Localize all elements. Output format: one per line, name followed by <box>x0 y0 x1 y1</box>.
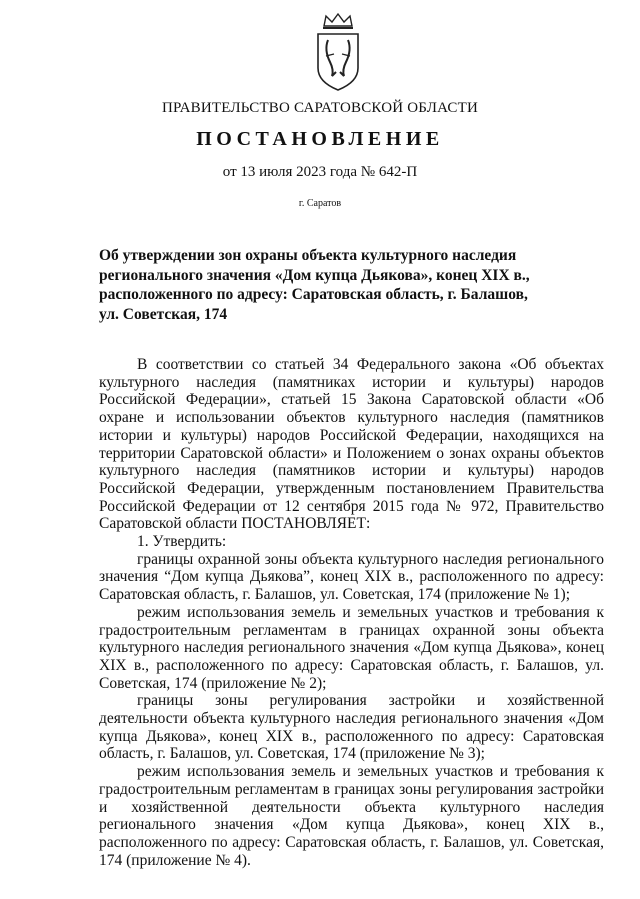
document-title <box>99 246 530 324</box>
list-item: границы охранной зоны объекта культурного наследия регионального значения “Дом купца Дьякова”, конец XIX в., расположенного по адресу: Саратовская область, г. Балашов, ул. Советская, 174 (приложение № 1); <box>99 550 604 604</box>
list-item: режим использования земель и земельных участков и требования к градостроительным регламентам в границах охранной зоны объекта культурного наследия регионального значения «Дом купца Дьякова», конец XIX в., расположенного по адресу: Саратовская область, г. Балашов, ул. Советская, 174 (приложение № 2); <box>99 603 604 692</box>
title-line: расположенного по адресу: Саратовская область, г. Балашов, <box>99 286 528 303</box>
document-body <box>99 356 604 869</box>
document-type: ПОСТАНОВЛЕНИЕ <box>196 128 444 150</box>
title-line: ул. Советская, 174 <box>99 305 228 323</box>
title-line: регионального значения «Дом купца Дьякова», конец XIX в., <box>99 266 530 284</box>
title-line: Об утверждении зон охраны объекта культурного наследия <box>99 247 517 264</box>
city-label: г. Саратов <box>298 198 342 209</box>
list-item: границы зоны регулирования застройки и хозяйственной деятельности объекта культурного наследия регионального значения «Дом купца Дьякова», конец XIX в., расположенного по адресу: Саратовская область, г. Балашов, ул. Советская, 174 (приложение № 3); <box>99 692 604 763</box>
preamble-paragraph: В соответствии со статьей 34 Федерального закона «Об объектах культурного наследия (памятниках истории и культуры) народов Российской Федерации», статьей 15 Закона Саратовской области «Об охране и использовании объектов культурного наследия (памятников истории и культуры) народов Российской Федерации, находящихся на территории Саратовской области» и Положением о зонах охраны объектов культурного наследия (памятников истории и культуры) народов Российской Федерации, утвержденным постановлением Правительства Российской Федерации от 12 сентября 2015 года № 972, Правительство Саратовской области ПОСТАНОВЛЯЕТ: <box>99 356 604 533</box>
list-item: режим использования земель и земельных участков и требования к градостроительным регламентам в границах зоны регулирования застройки и хозяйственной деятельности объекта культурного наследия регионального значения «Дом купца Дьякова», конец XIX в., расположенного по адресу: Саратовская область, г. Балашов, ул. Советская, 174 (приложение № 4). <box>99 763 604 869</box>
organization-name: ПРАВИТЕЛЬСТВО САРАТОВСКОЙ ОБЛАСТИ <box>161 100 479 116</box>
point-1-heading: 1. Утвердить: <box>137 533 227 551</box>
coat-of-arms-icon <box>312 12 364 92</box>
date-and-number: от 13 июля 2023 года № 642-П <box>222 164 418 180</box>
